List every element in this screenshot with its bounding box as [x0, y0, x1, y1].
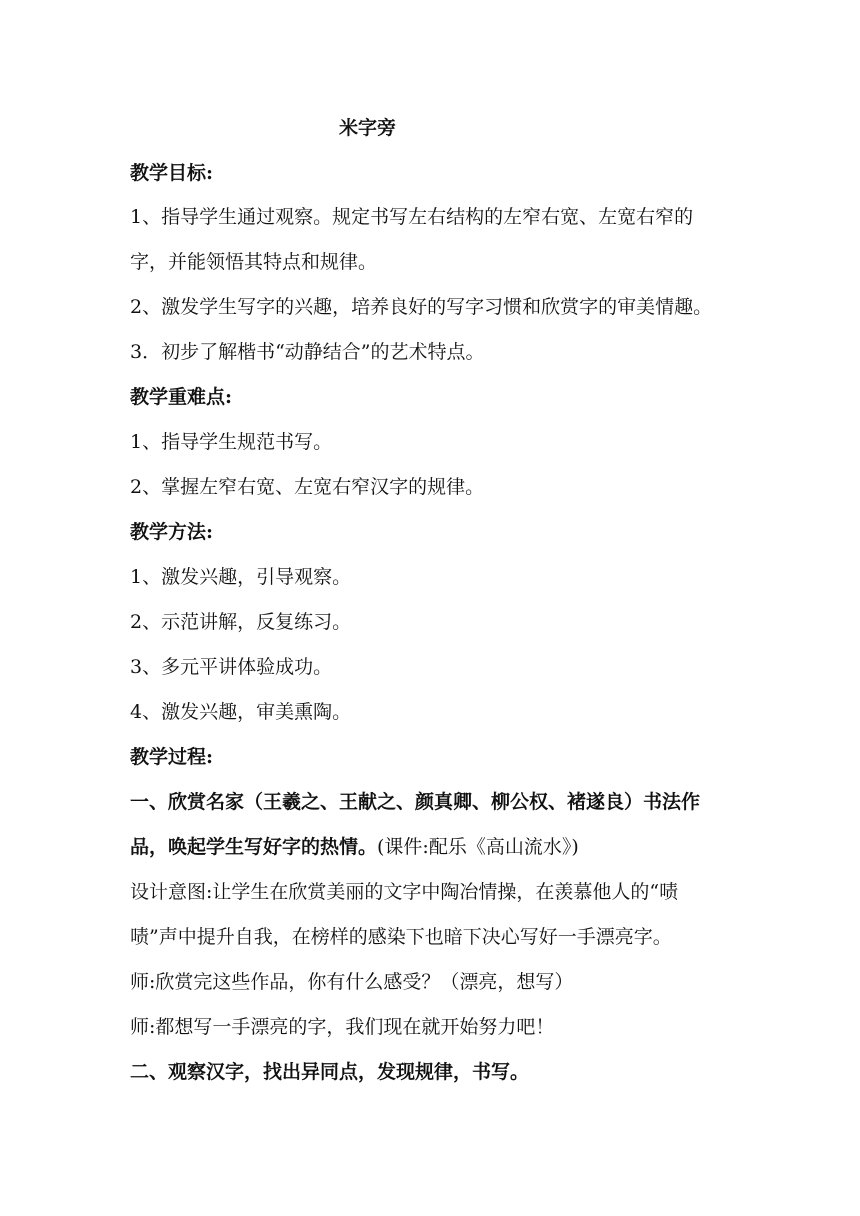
section-2-heading: 二、观察汉字，找出异同点，发现规律，书写。 — [130, 1061, 530, 1083]
method-4: 4、激发兴趣，审美熏陶。 — [130, 701, 352, 723]
teaching-methods-heading: 教学方法: — [130, 521, 214, 543]
design-intent-line-1: 设计意图:让学生在欣赏美丽的文字中陶冶情操，在羡慕他人的“啧 — [130, 881, 679, 903]
method-2: 2、示范讲解，反复练习。 — [130, 611, 352, 633]
section-1-bold-text: 品，唤起学生写好字的热情。 — [130, 836, 378, 858]
section-1-line-1: 一、欣赏名家（王羲之、王献之、颜真卿、柳公权、褚遂良）书法作 — [130, 791, 701, 813]
teacher-line-1: 师:欣赏完这些作品，你有什么感受？（漂亮，想写） — [130, 971, 574, 993]
key-point-1: 1、指导学生规范书写。 — [130, 431, 333, 453]
method-1: 1、激发兴趣，引导观察。 — [130, 566, 352, 588]
section-1-line-2 — [130, 835, 579, 859]
goal-1-line-2: 字，并能领悟其特点和规律。 — [130, 251, 378, 273]
key-point-2: 2、掌握左窄右宽、左宽右窄汉字的规律。 — [130, 476, 485, 498]
teacher-line-2: 师:都想写一手漂亮的字，我们现在就开始努力吧！ — [130, 1016, 555, 1038]
goal-2: 2、激发学生写字的兴趣，培养良好的写字习惯和欣赏字的审美情趣。 — [130, 296, 713, 318]
document-title: 米字旁 — [339, 117, 397, 139]
design-intent-line-2: 啧”声中提升自我，在榜样的感染下也暗下决心写好一手漂亮字。 — [130, 926, 672, 948]
teaching-goals-heading: 教学目标: — [130, 162, 214, 184]
goal-1-line-1: 1、指导学生通过观察。规定书写左右结构的左窄右宽、左宽右窄的 — [130, 206, 694, 228]
courseware-note: (课件:配乐《高山流水》) — [377, 836, 579, 858]
key-points-heading: 教学重难点: — [130, 386, 233, 408]
teaching-process-heading: 教学过程: — [130, 746, 214, 768]
goal-3: 3．初步了解楷书“动静结合”的艺术特点。 — [130, 341, 485, 363]
method-3: 3、多元平讲体验成功。 — [130, 656, 333, 678]
